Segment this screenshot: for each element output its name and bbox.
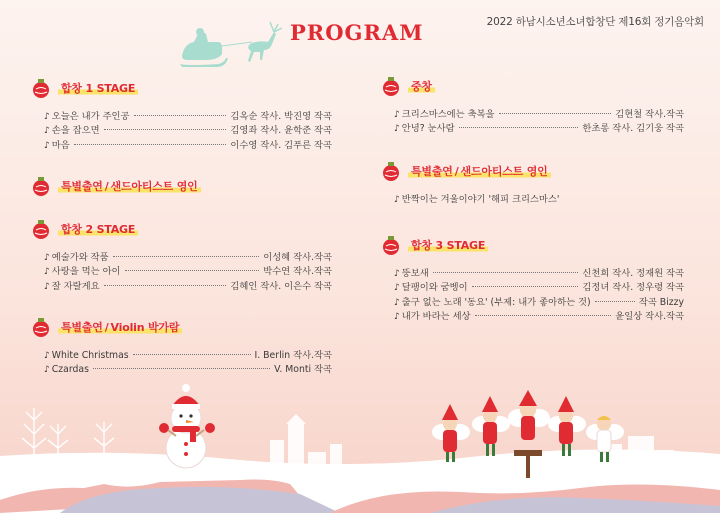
leader-dots: [104, 129, 227, 130]
song-credit: 윤일상 작사.작곡: [615, 311, 684, 323]
song-credit: 작곡 Bizzy: [638, 296, 684, 308]
leader-dots: [74, 144, 227, 145]
music-note-icon: ♪: [394, 312, 400, 323]
section-title: [58, 319, 182, 335]
section-title-guest: 샌드아티스트 영인: [110, 180, 198, 193]
song-credit: 김정녀 작사. 정우령 작곡: [582, 282, 684, 294]
song-title: 출구 없는 노래 '동요' (부제: 내가 좋아하는 것): [401, 296, 591, 308]
music-note-icon: ♪: [394, 297, 400, 308]
song-title: 잘 자랄게요: [51, 280, 100, 292]
list-item: [394, 281, 684, 295]
song-credit: 신천희 작사. 정재원 작곡: [582, 268, 684, 279]
list-item: [394, 310, 684, 324]
song-credit: 김혜인 작사. 이은수 작곡: [230, 280, 332, 292]
section-title-separator: /: [104, 321, 109, 334]
section-title-guest: Violin 박가람: [110, 321, 180, 334]
list-item: [44, 139, 332, 153]
song-title: 안녕? 눈사람: [401, 123, 455, 135]
list-item: [44, 110, 332, 124]
list-item: [44, 280, 332, 294]
music-note-icon: ♪: [394, 269, 400, 279]
music-note-icon: ♪: [44, 126, 50, 137]
song-credit: 한초롱 작사. 김기웅 작곡: [582, 123, 684, 135]
song-credit: 이성혜 작사.작곡: [263, 252, 332, 263]
leader-dots: [134, 115, 227, 116]
song-title: 반짝이는 겨울이야기 '해피 크리스마스': [401, 194, 560, 205]
song-credit: 박수연 작사.작곡: [263, 266, 332, 278]
music-note-icon: ♪: [44, 267, 50, 278]
christmas-ornament-icon: [30, 175, 52, 197]
song-title: 크리스마스에는 축복을: [401, 109, 495, 120]
leader-dots: [475, 315, 612, 316]
leader-dots: [433, 272, 579, 273]
leader-dots: [459, 127, 579, 128]
music-note-icon: ♪: [44, 112, 50, 122]
song-title: 예술가와 작품: [51, 252, 109, 263]
leader-dots: [104, 285, 227, 286]
section-title-main: 특별출연: [61, 321, 103, 334]
section-choir-3: [380, 235, 684, 325]
song-credit: 김옥순 작사. 박진영 작곡: [230, 111, 332, 122]
concert-subtitle: 2022 하남시소년소녀합창단 제16회 정기음악회: [486, 16, 704, 28]
song-title: 사랑을 먹는 아이: [51, 266, 121, 278]
section-title: 합창 3 STAGE: [408, 237, 488, 253]
song-credit: 이수영 작사. 김푸른 작곡: [230, 139, 332, 151]
song-title: Czardas: [51, 364, 89, 376]
leader-dots: [125, 270, 260, 271]
music-note-icon: ♪: [44, 140, 50, 151]
section-title-separator: /: [454, 165, 459, 178]
song-credit: 김영좌 작사. 윤학준 작곡: [230, 125, 332, 137]
song-title: 손을 잡으면: [51, 125, 100, 137]
list-item: [44, 124, 332, 138]
list-item: [394, 267, 684, 281]
music-note-icon: ♪: [394, 283, 400, 294]
section-choir-2: [30, 219, 332, 294]
song-title: 내가 바라는 세상: [401, 311, 471, 323]
section-title: 합창 1 STAGE: [58, 80, 138, 96]
song-credit: V. Monti 작곡: [274, 364, 332, 376]
christmas-ornament-icon: [380, 75, 402, 97]
music-note-icon: ♪: [394, 195, 400, 205]
section-choir-1: [30, 78, 332, 153]
santa-sleigh-reindeer-icon: [178, 20, 290, 78]
list-item: [394, 122, 684, 136]
list-item: [44, 251, 332, 265]
christmas-ornament-icon: [30, 316, 52, 338]
section-special-sand-artist: [30, 176, 332, 196]
section-title: [58, 178, 201, 194]
list-item: [44, 265, 332, 279]
leader-dots: [595, 301, 635, 302]
page-title: PROGRAM: [290, 20, 424, 45]
music-note-icon: ♪: [44, 281, 50, 292]
song-title: 뚱보새: [401, 268, 429, 279]
section-title-separator: /: [104, 180, 109, 193]
section-title: 중창: [408, 78, 435, 94]
music-note-icon: ♪: [44, 365, 50, 376]
christmas-ornament-icon: [380, 160, 402, 182]
music-note-icon: ♪: [44, 351, 50, 361]
song-credit: I. Berlin 작사.작곡: [254, 350, 332, 361]
leader-dots: [113, 256, 260, 257]
section-title-guest: 샌드아티스트 영인: [460, 165, 548, 178]
christmas-ornament-icon: [380, 234, 402, 256]
winter-scene-illustration: [0, 360, 720, 513]
music-note-icon: ♪: [394, 124, 400, 135]
music-note-icon: ♪: [44, 253, 50, 263]
song-title: 오늘은 내가 주인공: [51, 111, 130, 122]
section-special-sand-artist-2: [380, 161, 684, 207]
snowman-icon: [159, 384, 215, 468]
leader-dots: [133, 354, 251, 355]
list-item: [394, 296, 684, 310]
song-credit: 김현철 작사.작곡: [615, 109, 684, 120]
list-item: [394, 193, 684, 207]
section-title: 합창 2 STAGE: [58, 221, 138, 237]
section-title-main: 특별출연: [411, 165, 453, 178]
list-item: [394, 108, 684, 122]
christmas-ornament-icon: [30, 218, 52, 240]
section-title-main: 특별출연: [61, 180, 103, 193]
section-title: [408, 163, 551, 179]
song-title: 마음: [51, 139, 70, 151]
music-note-icon: ♪: [394, 110, 400, 120]
leader-dots: [499, 113, 612, 114]
song-title: 달팽이와 굼벵이: [401, 282, 468, 294]
section-ensemble: [380, 76, 684, 137]
song-title: White Christmas: [51, 350, 129, 361]
leader-dots: [472, 286, 579, 287]
christmas-ornament-icon: [30, 77, 52, 99]
